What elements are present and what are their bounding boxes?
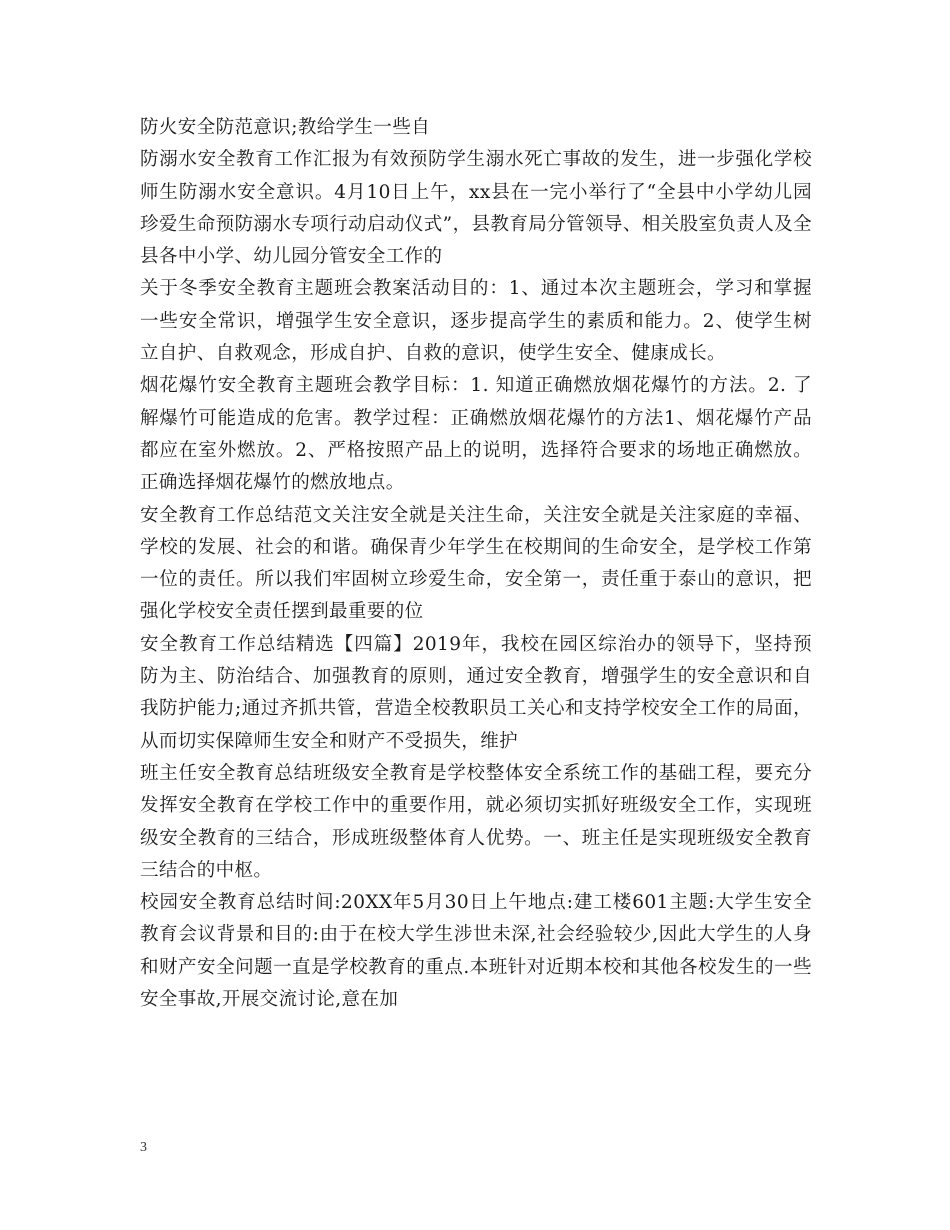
paragraph-fire-safety: 防火安全防范意识;教给学生一些自 <box>140 117 431 138</box>
paragraph-fireworks-safety: 烟花爆竹安全教育主题班会教学目标：1. 知道正确燃放烟花爆竹的方法。2. 了解爆竹可能造成的危害。教学过程：正确燃放烟花爆竹的方法1、烟花爆竹产品都应在室外燃放。2、严格按照产品上的说明，选择符合要求的场地正确燃放。正确选择烟花爆竹的燃放地点。 <box>140 375 812 494</box>
paragraph-safety-summary: 安全教育工作总结范文关注安全就是关注生命，关注安全就是关注家庭的幸福、学校的发展、社会的和谐。确保青少年学生在校期间的生命安全，是学校工作第一位的责任。所以我们牢固树立珍爱生命，安全第一，责任重于泰山的意识，把强化学校安全责任摆到最重要的位 <box>140 504 812 623</box>
paragraph-winter-safety: 关于冬季安全教育主题班会教案活动目的：1、通过本次主题班会，学习和掌握一些安全常识，增强学生安全意识，逐步提高学生的素质和能力。2、使学生树立自护、自救观念，形成自护、自救的意识，使学生安全、健康成长。 <box>140 278 812 365</box>
paragraph-class-teacher: 班主任安全教育总结班级安全教育是学校整体安全系统工作的基础工程，要充分发挥安全教育在学校工作中的重要作用，就必须切实抓好班级安全工作，实现班级安全教育的三结合，形成班级整体育人优势。一、班主任是实现班级安全教育三结合的中枢。 <box>140 762 812 881</box>
document-body <box>140 112 812 1016</box>
paragraph-drowning-prevention: 防溺水安全教育工作汇报为有效预防学生溺水死亡事故的发生，进一步强化学校师生防溺水安全意识。4月10日上午，xx县在一完小举行了“全县中小学幼儿园珍爱生命预防溺水专项行动启动仪式”，县教育局分管领导、相关股室负责人及全县各中小学、幼儿园分管安全工作的 <box>140 149 812 268</box>
paragraph-four-articles: 安全教育工作总结精选【四篇】2019年，我校在园区综治办的领导下，坚持预防为主、防治结合、加强教育的原则，通过安全教育，增强学生的安全意识和自我防护能力;通过齐抓共管，营造全校教职员工关心和支持学校安全工作的局面，从而切实保障师生安全和财产不受损失，维护 <box>140 633 812 752</box>
page-number: 3 <box>140 1140 147 1155</box>
paragraph-campus-safety: 校园安全教育总结时间:20XX年5月30日上午地点:建工楼601主题:大学生安全教育会议背景和目的:由于在校大学生涉世未深,社会经验较少,因此大学生的人身和财产安全问题一直是学校教育的重点.本班针对近期本校和其他各校发生的一些安全事故,开展交流讨论,意在加 <box>140 892 812 1011</box>
